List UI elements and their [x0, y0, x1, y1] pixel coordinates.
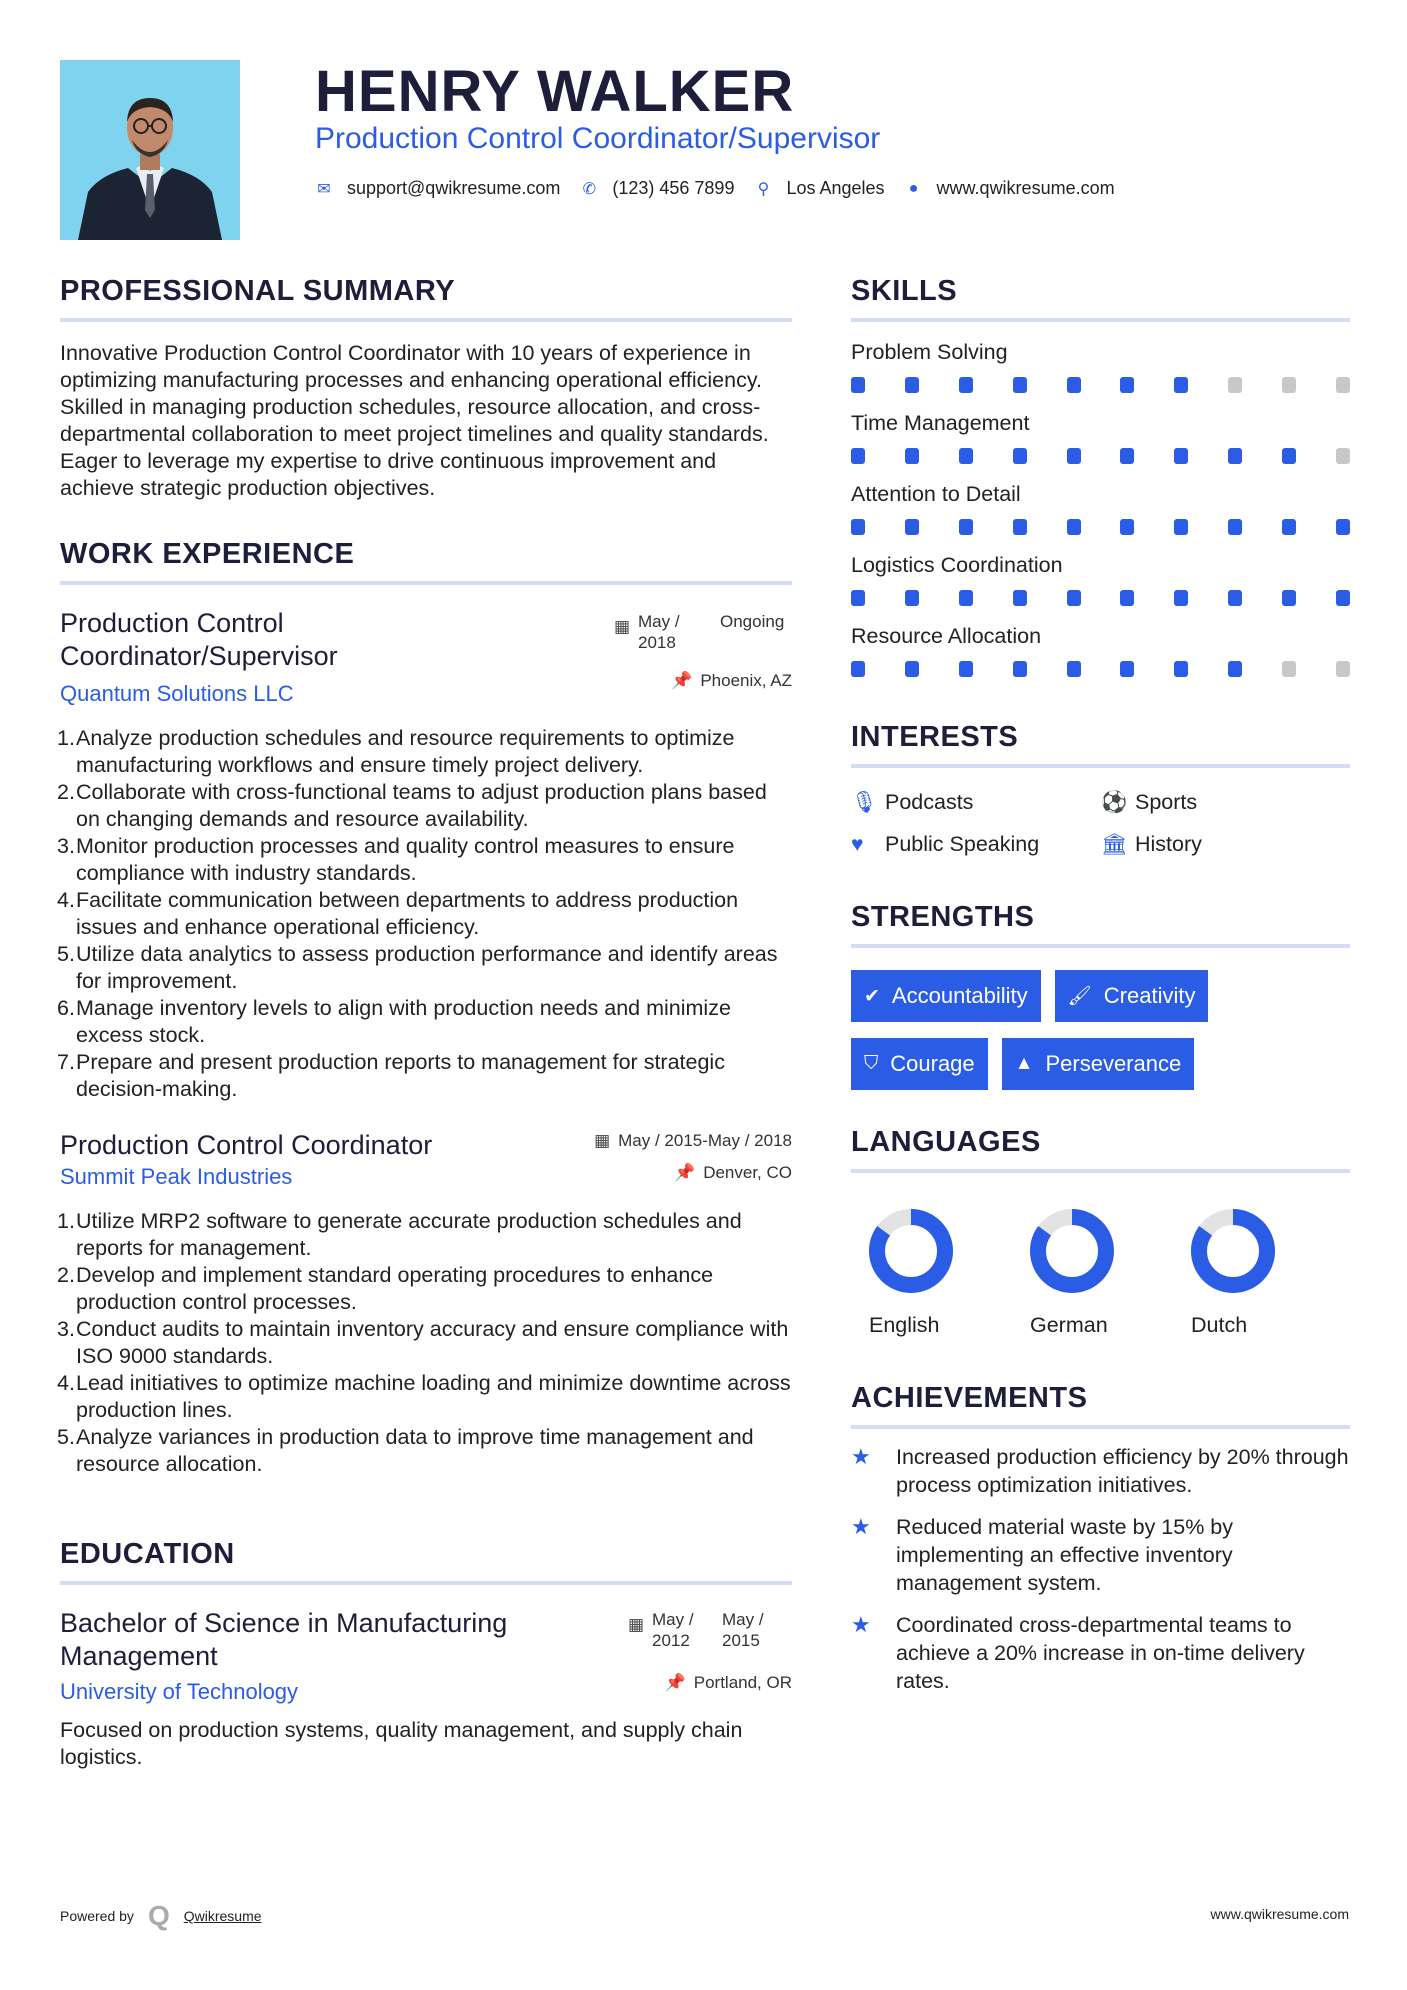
rating-dot-filled	[1174, 661, 1188, 677]
person-portrait-icon	[60, 60, 240, 240]
star-icon: ★	[851, 1514, 871, 1539]
language-item	[1189, 1207, 1350, 1338]
section-divider	[60, 1581, 792, 1585]
rating-dot-filled	[1120, 377, 1134, 393]
rating-dot-filled	[905, 590, 919, 606]
job-dates: May / 2015-May / 2018	[618, 1131, 792, 1150]
phone-text: (123) 456 7899	[612, 178, 735, 198]
left-column	[57, 275, 792, 1771]
calendar-icon: ▦	[627, 1615, 644, 1634]
job-meta	[594, 1129, 792, 1183]
skills-list	[851, 340, 1350, 677]
rating-dot-filled	[1174, 448, 1188, 464]
qwikresume-logo-icon: Q	[147, 1900, 170, 1931]
rating-dot-filled	[851, 377, 865, 393]
languages-list	[851, 1207, 1350, 1338]
list-item: 5. Utilize data analytics to assess production performance and identify areas for improvement.	[57, 942, 778, 993]
list-item: 7. Prepare and present production reports to management for strategic decision-making.	[57, 1050, 725, 1101]
rating-dot-filled	[1228, 519, 1242, 535]
strength-badge: ▲ Perseverance	[1002, 1038, 1195, 1090]
language-item	[867, 1207, 1028, 1338]
rating-dot-filled	[851, 590, 865, 606]
pushpin-icon: 📌	[674, 1163, 696, 1182]
job-location: Phoenix, AZ	[700, 671, 792, 690]
education-end-date: May / 2015	[722, 1610, 764, 1650]
phone-icon: ✆	[582, 180, 597, 198]
rating-dot-filled	[959, 377, 973, 393]
paintbrush-icon: 🖌	[1067, 986, 1092, 1007]
rating-dot-filled	[905, 377, 919, 393]
rating-dot-filled	[1282, 448, 1296, 464]
language-name: Dutch	[1191, 1313, 1248, 1337]
education-location: Portland, OR	[693, 1673, 792, 1692]
job-start-date: May / 2018	[638, 612, 680, 652]
section-divider	[60, 581, 792, 585]
check-circle-icon: ✔	[864, 985, 880, 1007]
section-divider	[60, 318, 792, 322]
rating-dot-filled	[851, 448, 865, 464]
interests-list	[851, 790, 1350, 857]
education-description: Focused on production systems, quality management, and supply chain logistics.	[60, 1718, 743, 1769]
achievements-list	[851, 1443, 1350, 1695]
strengths-list	[851, 970, 1350, 1106]
rating-dot-filled	[851, 661, 865, 677]
rating-dot-filled	[1067, 661, 1081, 677]
contact-website[interactable]	[905, 178, 1115, 199]
duty-list	[57, 725, 792, 1103]
skill-item	[851, 340, 1350, 393]
list-item: 4. Facilitate communication between departments to address production issues and enhance operational efficiency.	[57, 888, 739, 939]
contact-location	[754, 178, 884, 199]
summary-text: Innovative Production Control Coordinator with 10 years of experience in optimizing manufacturing processes and enhancing operational efficiency. Skilled in managing production schedules, resource allocation, and cross-departmental collaboration to meet project timelines and quality standards. Eager to leverage my expertise to drive continuous improvement and achieve strategic production objectives.	[60, 341, 769, 500]
achievements-heading: ACHIEVEMENTS	[851, 1382, 1088, 1414]
location-text: Los Angeles	[786, 178, 885, 198]
email-text: support@qwikresume.com	[347, 178, 561, 198]
rating-dot-filled	[1013, 519, 1027, 535]
section-divider	[851, 1169, 1350, 1173]
job-entry	[57, 1129, 792, 1478]
strengths-heading: STRENGTHS	[851, 901, 1035, 933]
rating-dot-filled	[1228, 590, 1242, 606]
rating-dot-empty	[1282, 377, 1296, 393]
rating-dot-filled	[905, 519, 919, 535]
list-item: 6. Manage inventory levels to align with production needs and minimize excess stock.	[57, 996, 731, 1047]
achievement-item: ★ Coordinated cross-departmental teams to achieve a 20% increase in on-time delivery rates.	[851, 1612, 1305, 1693]
rating-dot-filled	[1013, 448, 1027, 464]
school-name: University of Technology	[60, 1679, 299, 1704]
strength-badge: ⛉ Courage	[851, 1038, 988, 1090]
list-item: 3. Monitor production processes and quality control measures to ensure compliance with industry standards.	[57, 834, 735, 885]
job-title: Production Control Coordinator/Supervisor	[60, 608, 338, 671]
rating-dot-filled	[1228, 661, 1242, 677]
education-meta	[628, 1607, 792, 1693]
rating-dot-filled	[959, 590, 973, 606]
rating-dot-filled	[1067, 448, 1081, 464]
footer-powered-by: Powered by Q Qwikresume	[60, 1900, 262, 1931]
skill-item	[851, 482, 1350, 535]
job-meta	[614, 607, 792, 691]
language-level-ring	[1028, 1207, 1116, 1295]
language-name: German	[1030, 1313, 1108, 1337]
envelope-icon: ✉	[317, 180, 331, 198]
rating-dot-filled	[1120, 519, 1134, 535]
shield-icon: ⛉	[864, 1053, 879, 1074]
rating-dot-filled	[1013, 661, 1027, 677]
calendar-icon: ▦	[613, 617, 630, 636]
job-company: Quantum Solutions LLC	[60, 681, 294, 706]
rating-dot-empty	[1336, 377, 1350, 393]
language-item	[1028, 1207, 1189, 1338]
pushpin-icon: 📌	[664, 1673, 686, 1692]
job-end-date: Ongoing	[720, 612, 785, 631]
candidate-title: Production Control Coordinator/Supervisor	[315, 122, 881, 155]
skill-item	[851, 624, 1350, 677]
rating-dot-empty	[1228, 377, 1242, 393]
language-name: English	[869, 1313, 940, 1337]
footer-website[interactable]: www.qwikresume.com	[1210, 1906, 1349, 1922]
experience-heading: WORK EXPERIENCE	[60, 538, 355, 570]
contact-phone[interactable]	[580, 178, 734, 199]
rating-dot-filled	[1013, 377, 1027, 393]
rating-dot-filled	[1174, 377, 1188, 393]
rating-dot-filled	[1228, 448, 1242, 464]
right-column	[851, 275, 1350, 1695]
list-item: 2. Develop and implement standard operating procedures to enhance production control processes.	[57, 1263, 714, 1314]
rating-dot-filled	[1336, 590, 1350, 606]
rating-dot-filled	[1282, 519, 1296, 535]
section-divider	[851, 1425, 1350, 1429]
summary-heading: PROFESSIONAL SUMMARY	[60, 275, 456, 307]
language-level-ring	[867, 1207, 955, 1295]
language-level-ring	[1189, 1207, 1277, 1295]
job-title: Production Control Coordinator	[60, 1130, 433, 1160]
skill-rating	[851, 519, 1350, 535]
rating-dot-filled	[905, 661, 919, 677]
achievement-item: ★ Increased production efficiency by 20% through process optimization initiatives.	[851, 1444, 1349, 1497]
education-entry	[60, 1607, 792, 1771]
mountain-icon: ▲	[1014, 1053, 1034, 1074]
pushpin-icon: 📌	[671, 671, 693, 690]
skill-name: Problem Solving	[851, 340, 1008, 364]
skill-name: Time Management	[851, 411, 1030, 435]
rating-dot-filled	[959, 448, 973, 464]
strength-badge: 🖌 Creativity	[1055, 970, 1209, 1022]
rating-dot-filled	[959, 519, 973, 535]
section-divider	[851, 764, 1350, 768]
museum-icon: 🏛	[1101, 832, 1128, 856]
job-location: Denver, CO	[703, 1163, 792, 1182]
job-entry	[57, 607, 792, 1103]
interests-heading: INTERESTS	[851, 721, 1019, 753]
skill-name: Attention to Detail	[851, 482, 1021, 506]
rating-dot-filled	[1120, 448, 1134, 464]
rating-dot-filled	[959, 661, 973, 677]
skill-rating	[851, 661, 1350, 677]
interest-item: 🎙 Podcasts	[851, 790, 974, 814]
candidate-name: HENRY WALKER	[315, 59, 795, 124]
brand-link[interactable]: Qwikresume	[183, 1908, 262, 1924]
rating-dot-filled	[1067, 377, 1081, 393]
skill-item	[851, 553, 1350, 606]
star-icon: ★	[851, 1612, 871, 1637]
duty-list	[57, 1208, 792, 1478]
languages-heading: LANGUAGES	[851, 1126, 1041, 1158]
contact-email[interactable]	[315, 178, 560, 199]
interest-item: 🏛 History	[1101, 832, 1202, 856]
skill-rating	[851, 377, 1350, 393]
rating-dot-filled	[1013, 590, 1027, 606]
rating-dot-filled	[1174, 519, 1188, 535]
section-divider	[851, 318, 1350, 322]
rating-dot-filled	[1067, 590, 1081, 606]
list-item: 1. Analyze production schedules and resource requirements to optimize manufacturing workflows and ensure timely project delivery.	[57, 726, 735, 777]
achievement-item: ★ Reduced material waste by 15% by implementing an effective inventory management system.	[851, 1514, 1234, 1595]
education-start-date: May / 2012	[652, 1610, 694, 1650]
skill-name: Logistics Coordination	[851, 553, 1063, 577]
star-icon: ★	[851, 1444, 871, 1469]
rating-dot-filled	[1174, 590, 1188, 606]
rating-dot-filled	[1067, 519, 1081, 535]
strength-badge: ✔ Accountability	[851, 970, 1041, 1022]
degree-title: Bachelor of Science in Manufacturing Management	[60, 1608, 508, 1671]
heartbeat-icon: ♥	[851, 832, 864, 856]
profile-photo	[60, 60, 240, 240]
soccer-ball-icon: ⚽	[1101, 790, 1128, 814]
microphone-icon: 🎙	[851, 790, 878, 814]
interest-item: ♥ Public Speaking	[851, 832, 1040, 856]
skill-name: Resource Allocation	[851, 624, 1042, 648]
rating-dot-filled	[1120, 661, 1134, 677]
list-item: 1. Utilize MRP2 software to generate accurate production schedules and reports for management.	[57, 1209, 742, 1260]
rating-dot-filled	[1336, 519, 1350, 535]
job-company: Summit Peak Industries	[60, 1164, 293, 1189]
list-item: 3. Conduct audits to maintain inventory accuracy and ensure compliance with ISO 9000 standards.	[57, 1317, 789, 1368]
website-text: www.qwikresume.com	[936, 178, 1115, 198]
calendar-icon: ▦	[594, 1131, 611, 1150]
globe-icon: ●	[908, 179, 919, 197]
rating-dot-filled	[1282, 590, 1296, 606]
contact-bar	[315, 178, 1135, 199]
rating-dot-empty	[1282, 661, 1296, 677]
list-item: 2. Collaborate with cross-functional teams to adjust production plans based on changing demands and resource availability.	[57, 780, 767, 831]
section-divider	[851, 944, 1350, 948]
skill-rating	[851, 448, 1350, 464]
rating-dot-empty	[1336, 661, 1350, 677]
interest-item: ⚽ Sports	[1101, 790, 1198, 814]
list-item: 5. Analyze variances in production data to improve time management and resource allocation.	[57, 1425, 754, 1476]
skill-rating	[851, 590, 1350, 606]
skills-heading: SKILLS	[851, 275, 958, 307]
list-item: 4. Lead initiatives to optimize machine loading and minimize downtime across production lines.	[57, 1371, 791, 1422]
education-heading: EDUCATION	[60, 1538, 235, 1570]
rating-dot-filled	[851, 519, 865, 535]
skill-item	[851, 411, 1350, 464]
rating-dot-filled	[905, 448, 919, 464]
map-pin-icon: ⚲	[757, 180, 770, 198]
rating-dot-empty	[1336, 448, 1350, 464]
rating-dot-filled	[1120, 590, 1134, 606]
